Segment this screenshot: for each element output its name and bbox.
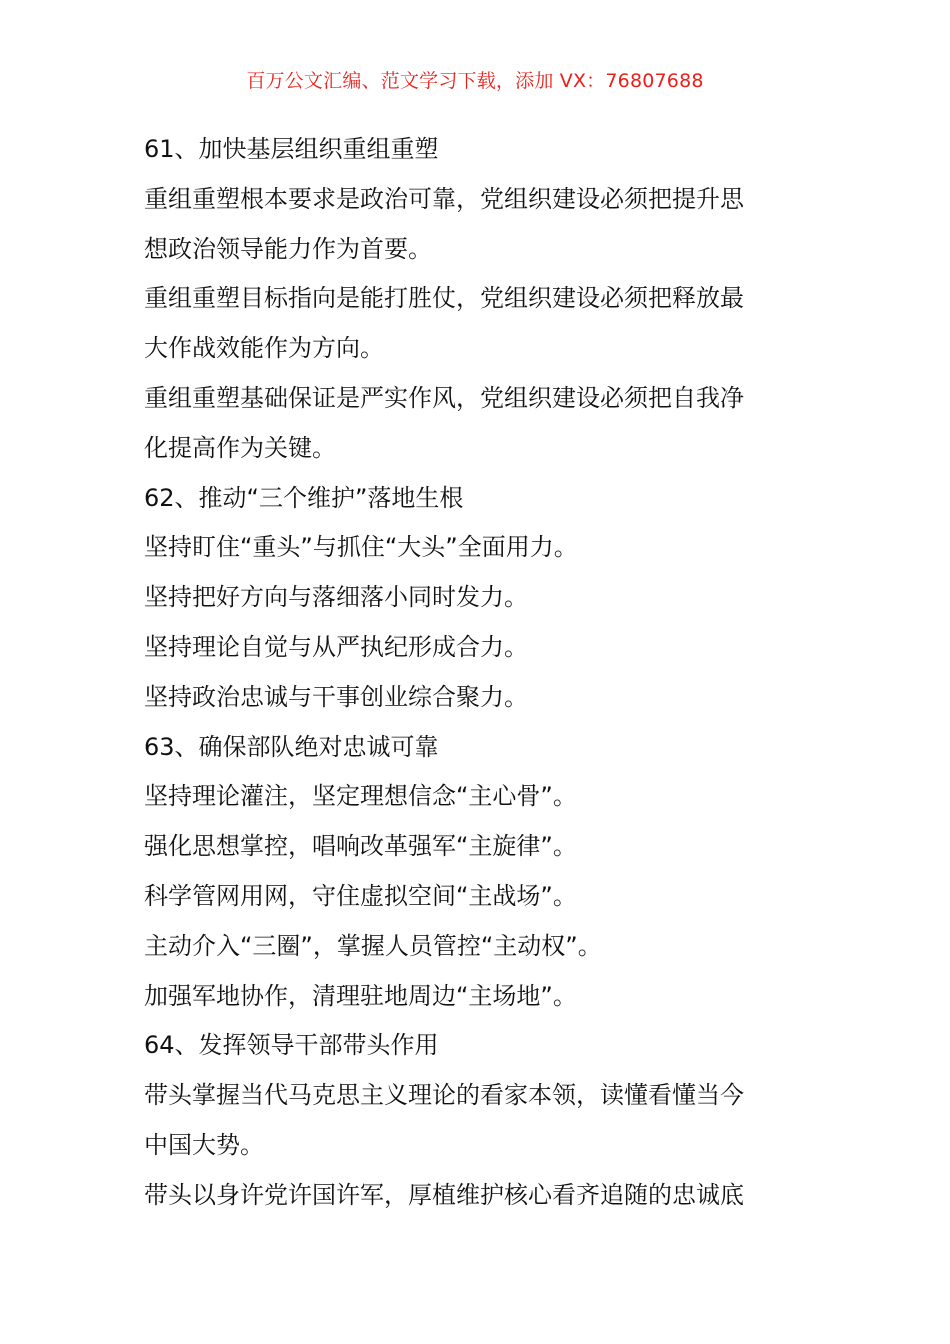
paragraph-line: 坚持理论灌注，坚定理想信念“主心骨”。	[144, 782, 577, 811]
section-heading-62: 62、推动“三个维护”落地生根	[144, 483, 464, 512]
paragraph-line: 坚持政治忠诚与干事创业综合聚力。	[144, 682, 528, 711]
section-heading-64: 64、发挥领导干部带头作用	[144, 1031, 439, 1060]
paragraph-line: 带头以身许党许国许军，厚植维护核心看齐追随的忠诚底	[144, 1180, 744, 1209]
paragraph-line: 想政治领导能力作为首要。	[144, 234, 432, 263]
section-heading-63: 63、确保部队绝对忠诚可靠	[144, 732, 439, 761]
paragraph-line: 化提高作为关键。	[144, 433, 336, 462]
paragraph-line: 坚持把好方向与落细落小同时发力。	[144, 583, 528, 612]
paragraph-line: 重组重塑目标指向是能打胜仗，党组织建设必须把释放最	[144, 284, 744, 313]
paragraph-line: 坚持理论自觉与从严执纪形成合力。	[144, 632, 528, 661]
paragraph-line: 大作战效能作为方向。	[144, 334, 384, 363]
document-body	[144, 125, 804, 1221]
paragraph-line: 坚持盯住“重头”与抓住“大头”全面用力。	[144, 533, 578, 562]
paragraph-line: 强化思想掌控，唱响改革强军“主旋律”。	[144, 832, 577, 861]
section-heading-61: 61、加快基层组织重组重塑	[144, 135, 439, 163]
paragraph-line: 主动介入“三圈”，掌握人员管控“主动权”。	[144, 931, 602, 960]
paragraph-line: 加强军地协作，清理驻地周边“主场地”。	[144, 981, 577, 1010]
paragraph-line: 科学管网用网，守住虚拟空间“主战场”。	[144, 881, 577, 910]
header-banner: 百万公文汇编、范文学习下载，添加 VX：76807688	[246, 70, 704, 92]
paragraph-line: 重组重塑基础保证是严实作风，党组织建设必须把自我净	[144, 383, 744, 412]
paragraph-line: 重组重塑根本要求是政治可靠，党组织建设必须把提升思	[144, 184, 744, 213]
paragraph-line: 中国大势。	[144, 1130, 264, 1159]
paragraph-line: 带头掌握当代马克思主义理论的看家本领，读懂看懂当今	[144, 1081, 744, 1110]
